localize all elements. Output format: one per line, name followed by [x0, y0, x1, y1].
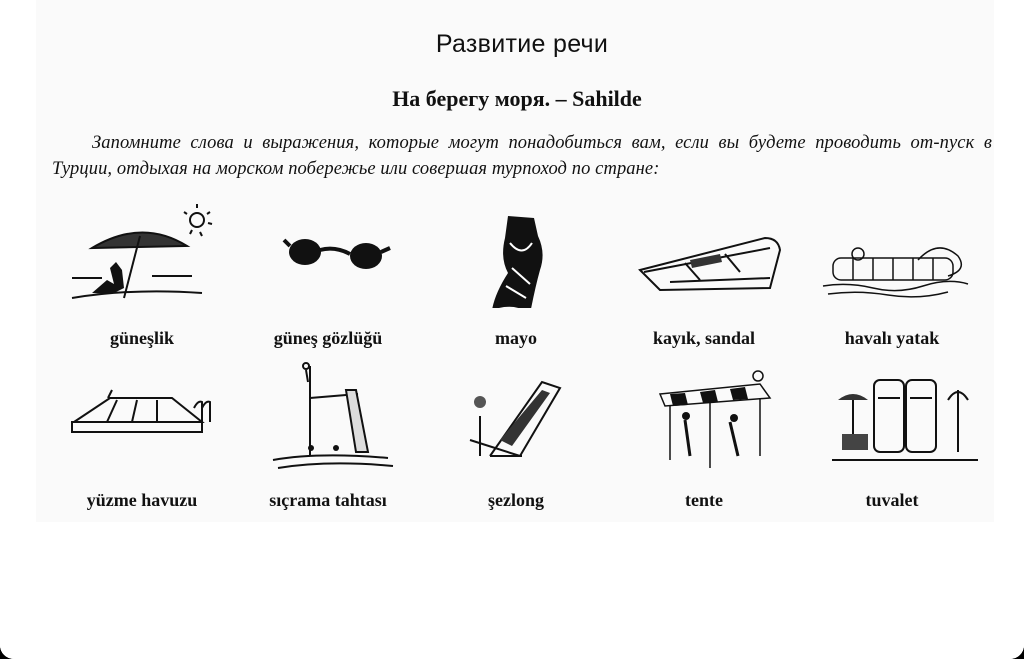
vocab-label: güneş gözlüğü	[273, 328, 383, 348]
vocab-label: sıçrama tahtası	[269, 490, 387, 510]
vocab-item-yuzme-havuzu	[52, 360, 232, 510]
vocab-label: tuvalet	[865, 490, 919, 510]
diving-board-icon	[238, 360, 418, 470]
vocab-label: mayo	[495, 328, 537, 348]
vocab-label: havalı yatak	[844, 328, 940, 348]
vocab-label: kayık, sandal	[652, 328, 756, 348]
sunglasses-icon	[238, 198, 418, 308]
vocab-item-sicrama-tahtasi	[238, 360, 418, 510]
vocab-item-kayik	[630, 198, 810, 348]
swimsuit-icon	[430, 198, 610, 308]
deck-chair-icon	[430, 360, 610, 470]
vocab-item-tuvalet	[818, 360, 998, 510]
swimming-pool-icon	[52, 360, 232, 470]
boat-icon	[630, 198, 810, 308]
page-title: Развитие речи	[435, 30, 609, 58]
vocab-label: güneşlik	[109, 328, 175, 348]
vocab-item-mayo	[430, 198, 610, 348]
vocab-label: tente	[685, 490, 723, 510]
vocab-label: şezlong	[488, 490, 544, 510]
vocab-item-tente	[630, 360, 810, 510]
bottom-blank-area	[0, 522, 1024, 659]
vocab-label: yüzme havuzu	[86, 490, 198, 510]
vocab-item-gunislik	[52, 198, 232, 348]
vocab-item-sunglasses	[238, 198, 418, 348]
vocab-item-havali-yatak	[818, 198, 998, 348]
lesson-subtitle: На берегу моря. – Sahilde	[392, 86, 642, 111]
intro-paragraph: Запомните слова и выражения, которые могут понадобиться вам, если вы будете проводить от-пуск в Турции, отдыхая на морском побережье или совершая турпоход по стране:	[52, 133, 992, 179]
beach-umbrella-icon	[52, 198, 232, 308]
toilet-cabins-icon	[818, 360, 998, 470]
vocab-item-sezlong	[430, 360, 610, 510]
awning-icon	[630, 360, 810, 470]
air-mattress-icon	[818, 198, 998, 308]
